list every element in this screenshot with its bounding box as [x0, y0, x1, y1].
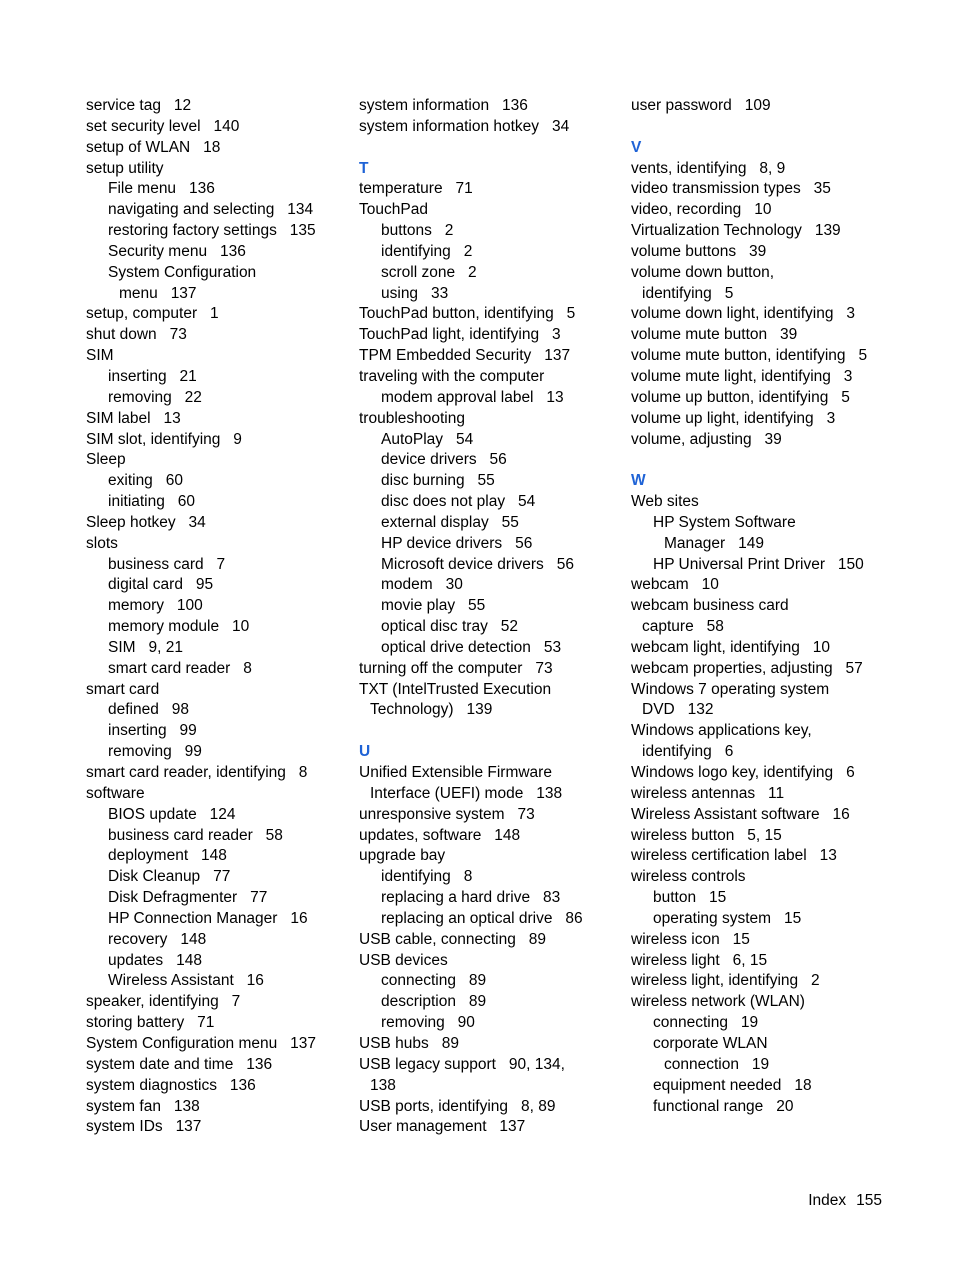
index-entry: Windows applications key,: [631, 722, 812, 740]
index-entry: system information 136: [359, 97, 528, 114]
index-subentry: exiting 60: [108, 472, 183, 490]
index-subentry: updates 148: [108, 951, 202, 969]
index-entry: volume down light, identifying 3: [631, 305, 856, 323]
index-subentry: replacing a hard drive 83: [381, 889, 561, 907]
index-entry: system date and time 136: [86, 1055, 273, 1073]
index-entry: wireless network (WLAN): [631, 993, 805, 1011]
index-subentry: inserting 21: [108, 367, 197, 385]
index-subentry: removing 90: [381, 1014, 475, 1032]
index-subentry: initiating 60: [108, 493, 196, 511]
index-entry: webcam properties, adjusting 57: [631, 659, 863, 677]
index-entry: Windows 7 operating system: [631, 680, 830, 698]
index-entry: Sleep hotkey 34: [86, 513, 206, 531]
index-subentry: digital card 95: [108, 576, 214, 594]
index-entry: volume up button, identifying 5: [631, 388, 850, 406]
index-subentry: functional range 20: [653, 1097, 794, 1115]
letter-heading: V: [631, 138, 642, 156]
index-subentry: SIM 9, 21: [108, 638, 183, 656]
index-column-1: [86, 96, 316, 1138]
index-subentry: disc burning 55: [381, 472, 495, 490]
index-subentry: equipment needed 18: [653, 1076, 812, 1094]
index-subentry: HP Connection Manager 16: [108, 909, 308, 927]
index-entry: volume mute light, identifying 3: [631, 367, 853, 385]
index-entry: DVD 132: [642, 701, 714, 719]
index-entry: wireless button 5, 15: [631, 826, 782, 844]
index-column-3: [631, 96, 867, 1117]
index-entry: TouchPad: [359, 201, 428, 219]
index-entry: TouchPad button, identifying 5: [359, 305, 576, 323]
index-entry: USB cable, connecting 89: [359, 930, 546, 948]
index-entry: upgrade bay: [359, 847, 446, 865]
index-entry: identifying 6: [642, 743, 734, 761]
index-subentry: description 89: [381, 993, 487, 1011]
index-subentry: defined 98: [108, 701, 190, 719]
page-number: 155: [856, 1192, 882, 1209]
index-entry: TouchPad light, identifying 3: [359, 326, 561, 344]
index-entry: storing battery 71: [86, 1014, 215, 1032]
index-subentry: Manager 149: [664, 534, 764, 552]
index-entry: USB ports, identifying 8, 89: [359, 1097, 556, 1115]
index-subentry: identifying 2: [381, 242, 473, 260]
index-subentry: connection 19: [664, 1055, 770, 1073]
index-entry: TPM Embedded Security 137: [359, 347, 571, 365]
index-subentry: business card 7: [108, 555, 226, 573]
index-subentry: identifying 8: [381, 868, 473, 886]
index-entry: setup utility: [86, 159, 164, 177]
letter-heading: U: [359, 743, 371, 761]
index-subentry: HP System Software: [653, 513, 796, 531]
index-subentry: business card reader 58: [108, 826, 283, 844]
index-entry: Web sites: [631, 493, 699, 511]
index-subentry: modem approval label 13: [381, 388, 564, 406]
index-entry: system diagnostics 136: [86, 1076, 256, 1094]
index-entry: wireless light, identifying 2: [631, 972, 820, 990]
index-entry: video, recording 10: [631, 201, 772, 219]
index-subentry: optical drive detection 53: [381, 638, 562, 656]
index-entry: setup, computer 1: [86, 305, 219, 323]
index-entry: SIM: [86, 347, 114, 365]
index-entry: system fan 138: [86, 1097, 200, 1115]
index-entry: webcam business card: [631, 597, 789, 615]
index-entry: wireless light 6, 15: [631, 951, 768, 969]
index-entry: volume, adjusting 39: [631, 430, 782, 448]
index-entry: Wireless Assistant software 16: [631, 805, 850, 823]
index-entry: USB devices: [359, 951, 448, 969]
index-entry: wireless certification label 13: [631, 847, 837, 865]
index-entry: updates, software 148: [359, 826, 521, 844]
index-entry: volume mute button, identifying 5: [631, 347, 868, 365]
index-entry: USB hubs 89: [359, 1034, 459, 1052]
index-entry: TXT (IntelTrusted Execution: [359, 680, 552, 698]
index-entry: video transmission types 35: [631, 180, 831, 198]
index-entry: setup of WLAN 18: [86, 138, 221, 156]
index-subentry: removing 22: [108, 388, 202, 406]
index-entry: identifying 5: [642, 284, 734, 302]
index-subentry: disc does not play 54: [381, 493, 536, 511]
index-subentry: BIOS update 124: [108, 805, 236, 823]
index-entry: unresponsive system 73: [359, 805, 535, 823]
index-entry: speaker, identifying 7: [86, 993, 241, 1011]
index-entry: slots: [86, 534, 118, 552]
index-subentry: System Configuration: [108, 263, 257, 281]
index-entry: wireless antennas 11: [631, 784, 785, 802]
index-subentry: movie play 55: [381, 597, 486, 615]
index-entry: Interface (UEFI) mode 138: [370, 784, 563, 802]
index-subentry: smart card reader 8: [108, 659, 252, 677]
index-subentry: menu 137: [119, 284, 197, 302]
index-entry: SIM label 13: [86, 409, 181, 427]
index-entry: volume down button,: [631, 263, 775, 281]
index-entry: system IDs 137: [86, 1118, 202, 1136]
index-subentry: Disk Defragmenter 77: [108, 889, 268, 907]
index-subentry: connecting 19: [653, 1014, 759, 1032]
index-subentry: buttons 2: [381, 222, 454, 240]
index-subentry: corporate WLAN: [653, 1034, 768, 1052]
index-entry: volume up light, identifying 3: [631, 409, 836, 427]
index-subentry: using 33: [381, 284, 449, 302]
index-entry: traveling with the computer: [359, 367, 545, 385]
index-subentry: scroll zone 2: [381, 263, 477, 281]
index-entry: 138: [370, 1076, 396, 1094]
index-entry: volume mute button 39: [631, 326, 798, 344]
index-entry: volume buttons 39: [631, 242, 767, 260]
index-entry: temperature 71: [359, 180, 473, 198]
index-entry: turning off the computer 73: [359, 659, 553, 677]
index-entry: smart card reader, identifying 8: [86, 764, 308, 781]
index-entry: shut down 73: [86, 326, 187, 344]
footer-label: Index: [808, 1192, 847, 1209]
index-entry: USB legacy support 90, 134,: [359, 1055, 565, 1073]
index-subentry: connecting 89: [381, 972, 487, 990]
index-subentry: HP Universal Print Driver 150: [653, 555, 864, 573]
index-entry: troubleshooting: [359, 409, 465, 427]
index-subentry: Wireless Assistant 16: [108, 972, 264, 990]
index-entry: wireless controls: [631, 868, 746, 886]
index-subentry: AutoPlay 54: [381, 430, 474, 448]
index-subentry: external display 55: [381, 513, 519, 531]
index-entry: system information hotkey 34: [359, 117, 570, 135]
index-entry: set security level 140: [86, 117, 240, 135]
letter-heading: T: [359, 159, 369, 177]
index-entry: User management 137: [359, 1118, 526, 1136]
index-entry: service tag 12: [86, 97, 192, 114]
index-subentry: Security menu 136: [108, 242, 246, 260]
index-subentry: memory 100: [108, 597, 203, 615]
index-entry: webcam 10: [631, 576, 719, 594]
index-subentry: restoring factory settings 135: [108, 222, 316, 240]
page-footer: [808, 1192, 882, 1210]
index-subentry: button 15: [653, 889, 727, 907]
index-entry: webcam light, identifying 10: [631, 638, 831, 656]
index-subentry: deployment 148: [108, 847, 227, 865]
index-subentry: Microsoft device drivers 56: [381, 555, 574, 573]
index-subentry: replacing an optical drive 86: [381, 909, 583, 927]
index-entry: Windows logo key, identifying 6: [631, 764, 855, 781]
index-entry: System Configuration menu 137: [86, 1034, 317, 1052]
index-entry: SIM slot, identifying 9: [86, 430, 242, 448]
index-subentry: inserting 99: [108, 722, 197, 740]
index-subentry: File menu 136: [108, 180, 215, 198]
letter-heading: W: [631, 472, 646, 490]
index-subentry: device drivers 56: [381, 451, 507, 469]
index-subentry: recovery 148: [108, 930, 207, 948]
index-subentry: optical disc tray 52: [381, 618, 518, 636]
index-column-2: [359, 96, 583, 1138]
index-entry: Technology) 139: [370, 701, 493, 719]
index-subentry: memory module 10: [108, 618, 250, 636]
index-subentry: modem 30: [381, 576, 463, 594]
index-entry: capture 58: [642, 618, 724, 636]
index-entry: Sleep: [86, 451, 126, 469]
index-subentry: HP device drivers 56: [381, 534, 533, 552]
index-entry: software: [86, 784, 145, 802]
index-entry: smart card: [86, 680, 160, 698]
index-subentry: Disk Cleanup 77: [108, 868, 231, 886]
index-subentry: removing 99: [108, 743, 202, 761]
index-entry: Virtualization Technology 139: [631, 222, 841, 240]
index-entry: wireless icon 15: [631, 930, 750, 948]
index-entry: Unified Extensible Firmware: [359, 764, 552, 781]
index-entry: vents, identifying 8, 9: [631, 159, 786, 177]
index-entry: user password 109: [631, 97, 771, 114]
index-subentry: operating system 15: [653, 909, 802, 927]
index-subentry: navigating and selecting 134: [108, 201, 314, 219]
